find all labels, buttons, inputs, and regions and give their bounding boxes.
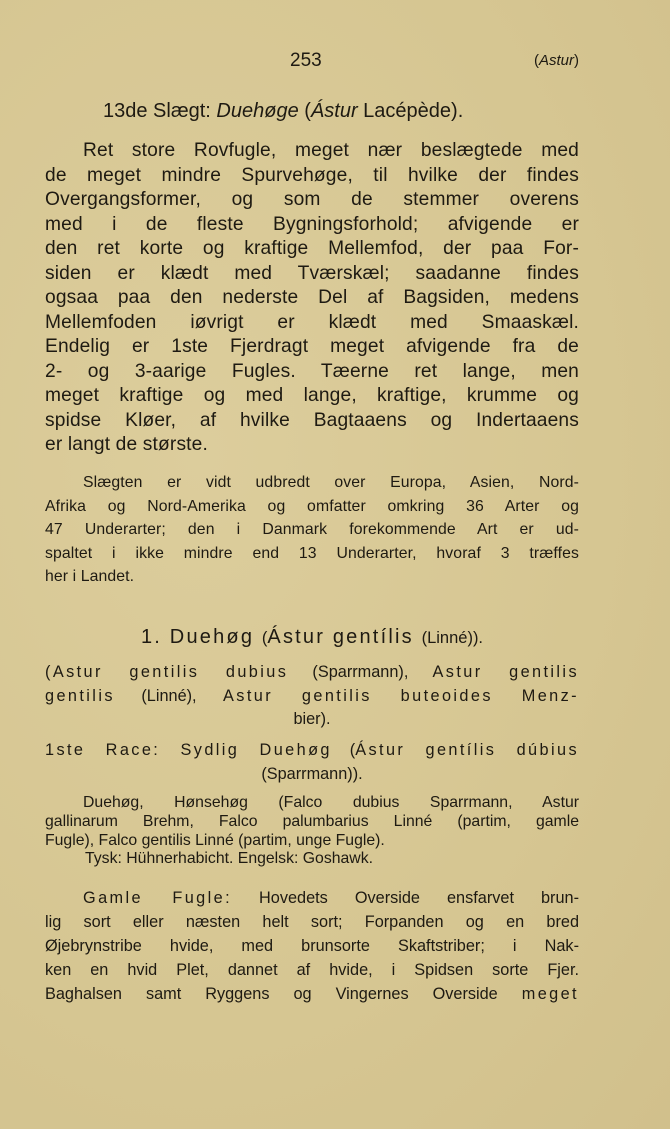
running-header — [45, 50, 579, 74]
text-line: Ret store Rovfugle, meget nær beslægtede med — [83, 140, 579, 161]
text-line: Fugle), Falco gentilis Linné (partim, unge Fugle). — [45, 832, 385, 849]
text-line: Mellemfoden iøvrigt er klædt med Smaaskæl. — [45, 311, 579, 333]
intro-paragraph — [45, 139, 579, 458]
text-line: gallinarum Brehm, Falco palumbarius Linné (partim, gamle — [45, 813, 579, 830]
text-line: Afrika og Nord-Amerika og omfatter omkring 36 Arter og — [45, 497, 579, 515]
text-line: lig sort eller næsten helt sort; Forpanden og en bred — [45, 913, 579, 931]
text-line: de meget mindre Spurvehøge, til hvilke der findes — [45, 164, 579, 186]
text-line: siden er klædt med Tværskæl; saadanne findes — [45, 262, 579, 284]
running-title: (Astur) — [533, 52, 579, 69]
page-number: 253 — [290, 50, 322, 71]
distribution-paragraph — [45, 471, 579, 589]
text-line: med i de fleste Bygningsforhold; afvigende er — [45, 213, 579, 235]
text-line: ogsaa paa den nederste Del af Bagsiden, medens — [45, 287, 579, 308]
species-heading: 1. Duehøg (Ástur gentílis (Linné)). — [140, 626, 484, 648]
text-line: er langt de største. — [45, 434, 208, 455]
genus-heading: 13de Slægt: Duehøge (Ástur Lacépède). — [103, 100, 464, 122]
text-line: meget kraftige og med lange, kraftige, krumme og — [45, 385, 579, 406]
text-line: den ret korte og kraftige Mellemfod, der paa For- — [45, 238, 579, 259]
text-line: (Astur gentilis dubius (Sparrmann), Astur gentilis — [45, 663, 579, 681]
text-line: 1ste Race: Sydlig Duehøg (Ástur gentílis dúbius — [45, 741, 579, 759]
text-line: Baghalsen samt Ryggens og Vingernes Overside meget — [45, 985, 579, 1003]
text-line: spaltet i ikke mindre end 13 Underarter, hvoraf 3 træffes — [45, 544, 579, 562]
text-line: ken en hvid Plet, dannet af hvide, i Spidsen sorte Fjer. — [45, 961, 579, 979]
text-line: 2- og 3-aarige Fugles. Tæerne ret lange, men — [45, 360, 579, 382]
description-paragraph — [45, 886, 579, 1006]
race-heading — [45, 738, 579, 786]
text-line: gentilis (Linné), Astur gentilis buteoides Menz- — [45, 686, 579, 705]
text-line: her i Landet. — [45, 568, 135, 585]
synonyms — [45, 661, 579, 732]
foreign-names: Tysk: Hühnerhabicht. Engelsk: Goshawk. — [85, 850, 373, 867]
text-line: Gamle Fugle: Hovedets Overside ensfarvet brun- — [83, 889, 579, 907]
text-line: Endelig er 1ste Fjerdragt meget afvigende fra de — [45, 336, 579, 357]
text-line: bier). — [293, 710, 331, 728]
text-line: (Sparrmann)). — [261, 765, 363, 783]
text-line: spidse Kløer, af hvilke Bagtaaens og Indertaaens — [45, 409, 579, 431]
text-line: 47 Underarter; den i Danmark forekommende Art er ud- — [45, 521, 579, 538]
text-line: Slægten er vidt udbredt over Europa, Asien, Nord- — [83, 474, 579, 491]
text-line: Overgangsformer, og som de stemmer overens — [45, 189, 579, 210]
text-line: Duehøg, Hønsehøg (Falco dubius Sparrmann, Astur — [83, 794, 579, 811]
names-paragraph — [45, 793, 579, 850]
text-line: Øjebrynstribe hvide, med brunsorte Skaftstriber; i Nak- — [45, 937, 579, 955]
